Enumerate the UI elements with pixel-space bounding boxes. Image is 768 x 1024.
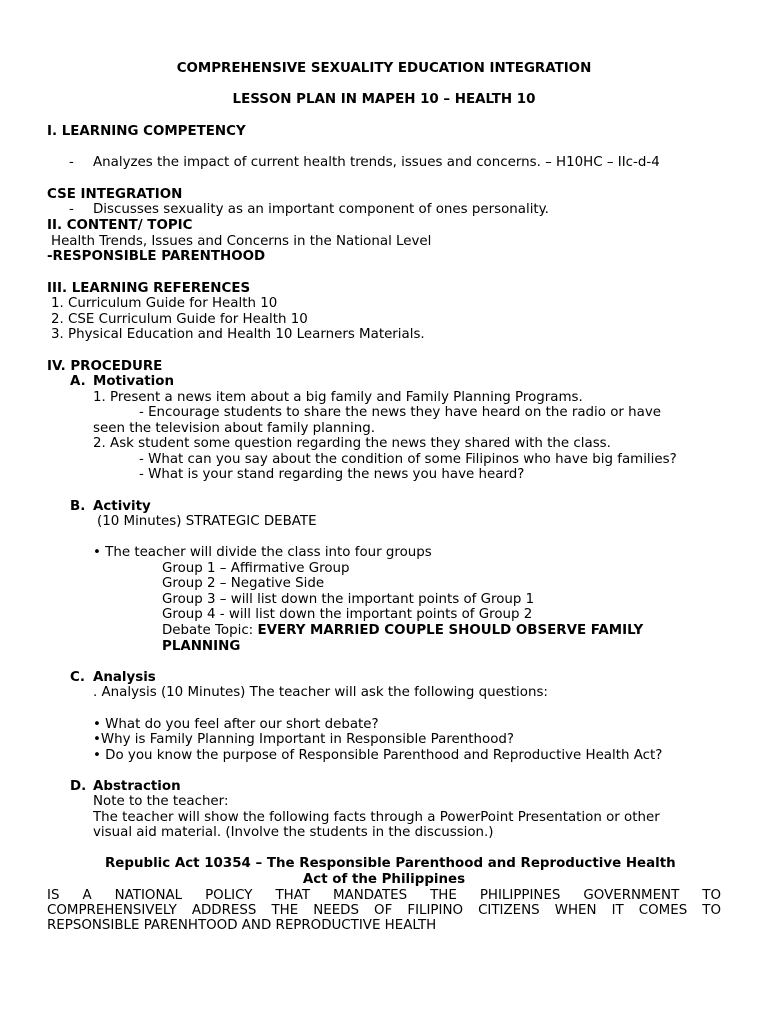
activity-label: Activity (93, 499, 151, 514)
motivation-line: - What can you say about the condition of some Filipinos who have big families? (139, 452, 677, 467)
reference-item: 1. Curriculum Guide for Health 10 (51, 296, 278, 311)
group-item: Group 4 - will list down the important points of Group 2 (162, 607, 533, 622)
group-item: Group 2 – Negative Side (162, 576, 325, 591)
group-item: Group 3 – will list down the important points of Group 1 (162, 592, 535, 607)
abstraction-letter: D. (70, 779, 87, 794)
cse-dash: - (69, 202, 74, 217)
procedure-heading: IV. PROCEDURE (47, 359, 163, 374)
reference-item: 2. CSE Curriculum Guide for Health 10 (51, 312, 308, 327)
document-subtitle: LESSON PLAN IN MAPEH 10 – HEALTH 10 (232, 92, 536, 107)
motivation-heading (70, 374, 174, 390)
references-heading: III. LEARNING REFERENCES (47, 281, 251, 296)
motivation-line: 1. Present a news item about a big family and Family Planning Programs. (93, 390, 583, 405)
abstraction-heading (70, 779, 181, 795)
republic-act-paragraph-line: IS A NATIONAL POLICY THAT MANDATES THE PHILIPPINES GOVERNMENT TO (47, 888, 721, 903)
competency-item: Analyzes the impact of current health trends, issues and concerns. – H10HC – IIc-d-4 (93, 155, 660, 170)
activity-letter: B. (70, 499, 86, 514)
motivation-line: 2. Ask student some question regarding the news they shared with the class. (93, 436, 611, 451)
analysis-label: Analysis (93, 670, 156, 685)
motivation-line: - Encourage students to share the news they have heard on the radio or have (139, 405, 662, 420)
activity-line: • The teacher will divide the class into four groups (93, 545, 432, 560)
motivation-line: seen the television about family planning. (93, 421, 375, 436)
analysis-question: • What do you feel after our short debate? (93, 717, 379, 732)
analysis-line: . Analysis (10 Minutes) The teacher will ask the following questions: (93, 685, 548, 700)
debate-topic-label: Debate Topic: (162, 623, 258, 638)
debate-topic-text-cont: PLANNING (162, 639, 241, 654)
analysis-question: • Do you know the purpose of Responsible Parenthood and Reproductive Health Act? (93, 748, 663, 763)
analysis-question: •Why is Family Planning Important in Responsible Parenthood? (93, 732, 514, 747)
republic-act-title: Republic Act 10354 – The Responsible Parenthood and Reproductive Health (105, 856, 676, 871)
analysis-heading (70, 670, 156, 686)
group-item: Group 1 – Affirmative Group (162, 561, 350, 576)
content-heading: II. CONTENT/ TOPIC (47, 218, 193, 233)
activity-line: (10 Minutes) STRATEGIC DEBATE (97, 514, 317, 529)
motivation-letter: A. (70, 374, 86, 389)
motivation-label: Motivation (93, 374, 175, 389)
abstraction-line: Note to the teacher: (93, 794, 229, 809)
cse-item: Discusses sexuality as an important component of ones personality. (93, 202, 549, 217)
abstraction-line: The teacher will show the following facts through a PowerPoint Presentation or other (93, 810, 660, 825)
activity-heading (70, 499, 151, 515)
abstraction-label: Abstraction (93, 779, 181, 794)
republic-act-paragraph-line: REPSONSIBLE PARENHTOOD AND REPRODUCTIVE HEALTH (47, 918, 437, 933)
reference-item: 3. Physical Education and Health 10 Learners Materials. (51, 327, 425, 342)
republic-act-title-cont: Act of the Philippines (302, 872, 466, 887)
debate-topic-text: EVERY MARRIED COUPLE SHOULD OBSERVE FAMILY (257, 623, 644, 638)
analysis-letter: C. (70, 670, 85, 685)
abstraction-line: visual aid material. (Involve the students in the discussion.) (93, 825, 494, 840)
republic-act-paragraph-line: COMPREHENSIVELY ADDRESS THE NEEDS OF FILIPINO CITIZENS WHEN IT COMES TO (47, 903, 721, 918)
competency-dash: - (69, 155, 74, 170)
debate-topic (162, 623, 643, 639)
competency-heading: I. LEARNING COMPETENCY (47, 124, 246, 139)
content-subtopic: -RESPONSIBLE PARENTHOOD (47, 249, 266, 264)
content-topic: Health Trends, Issues and Concerns in the National Level (51, 234, 432, 249)
document-title: COMPREHENSIVE SEXUALITY EDUCATION INTEGRATION (176, 61, 592, 76)
cse-heading: CSE INTEGRATION (47, 187, 183, 202)
motivation-line: - What is your stand regarding the news you have heard? (139, 467, 525, 482)
